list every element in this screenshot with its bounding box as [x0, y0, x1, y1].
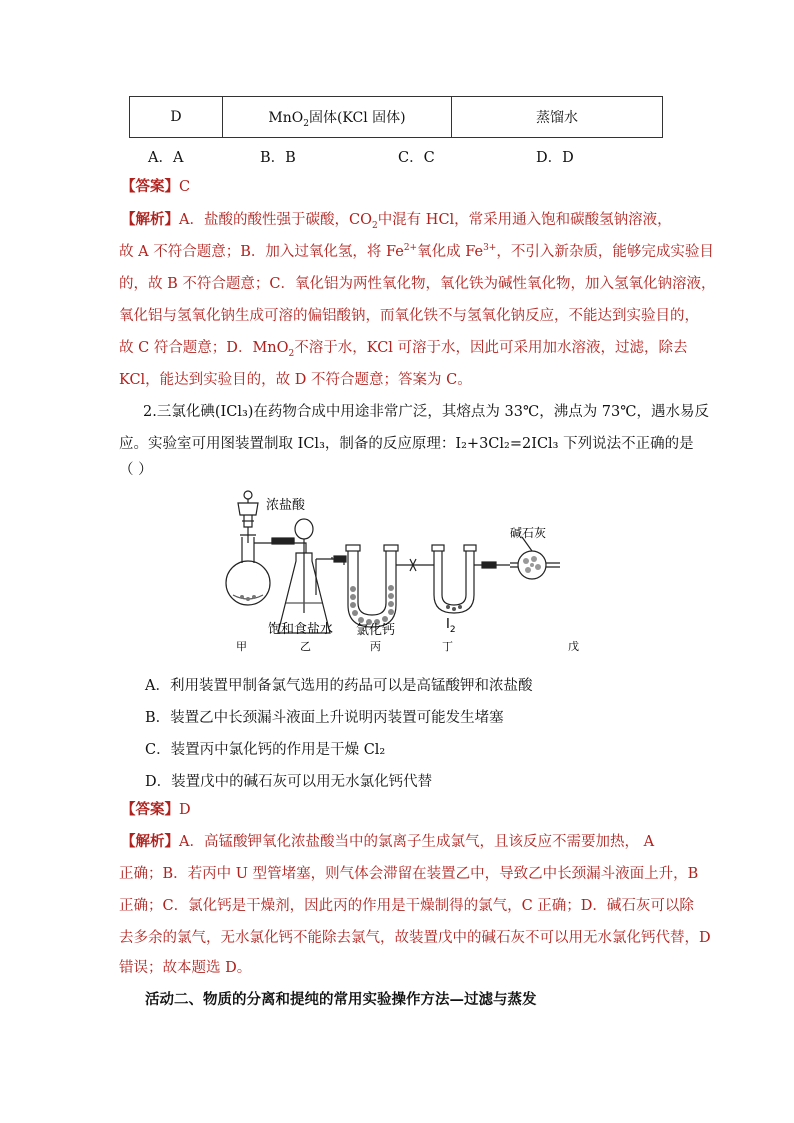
- q2-analysis-line-5: 错误；故本题选 D。: [119, 960, 252, 976]
- label-bing: 丙: [370, 640, 381, 653]
- q2-answer: 【答案】D: [121, 801, 191, 818]
- q2-analysis-line-1: 【解析】A．高锰酸钾氧化浓盐酸当中的氯离子生成氯气，且该反应不需要加热， A: [121, 833, 655, 850]
- label-wu: 戊: [568, 640, 579, 653]
- q1-analysis-line-4: 氧化铝与氢氧化钠生成可溶的偏铝酸钠，而氧化铁不与氢氧化钠反应，不能达到实验目的，: [119, 308, 699, 324]
- q1-analysis-line-2: 故 A 不符合题意；B．加入过氧化氢，将 $Fe^{2+}$氧化成 $Fe^{3+}$，不引入新杂质，能够完成实验目: [119, 243, 714, 260]
- q1-analysis-line-3: 的，故 B 不符合题意；C．氧化铝为两性氧化物，氧化铁为碱性氧化物，加入氢氧化钠溶液，: [119, 276, 716, 292]
- flask-solid: [240, 595, 256, 601]
- label-yi: 乙: [300, 640, 311, 653]
- label-soda-lime: 碱石灰: [510, 526, 547, 540]
- options-table: [129, 96, 663, 138]
- label-brine: 饱和食盐水: [268, 622, 334, 637]
- row-letter: D: [130, 97, 223, 138]
- section-heading: 活动二、物质的分离和提纯的常用实验操作方法—过滤与蒸发: [145, 991, 537, 1008]
- label-conc-hcl: 浓盐酸: [266, 498, 306, 513]
- apparatus-jia: [226, 491, 270, 605]
- cacl2-pellets: [350, 585, 394, 625]
- i2-crystals: [446, 605, 462, 611]
- choice-b: B．B: [260, 150, 296, 166]
- apparatus-ding: [432, 545, 476, 613]
- soda-lime-granules: [523, 556, 541, 573]
- q2-stem-line-2: 应。实验室可用图装置制取 ICl₃，制备的反应原理：I₂+3Cl₂=2ICl₃ 下列说法不正确的是: [119, 436, 694, 452]
- row-method: 蒸馏水: [452, 97, 663, 138]
- q2-analysis-line-3: 正确；C．氯化钙是干燥剂，因此丙的作用是干燥制得的氯气，C 正确；D．碱石灰可以除: [119, 898, 694, 914]
- q2-stem-paren: （ ）: [119, 462, 153, 478]
- choice-d: D．D: [536, 150, 574, 166]
- label-ding: 丁: [442, 640, 453, 653]
- label-cacl2: 氯化钙: [356, 623, 396, 638]
- apparatus-yi: [278, 519, 332, 633]
- choice-c: C．C: [398, 150, 435, 166]
- q2-stem-line-1: 2.三氯化碘(ICl₃)在药物合成中用途非常广泛，其熔点为 33℃，沸点为 73℃，遇水易反: [143, 404, 709, 420]
- label-i2: $I_2$: [446, 617, 456, 635]
- label-jia: 甲: [236, 640, 247, 653]
- apparatus-figure: [220, 485, 580, 655]
- choice-a: A．A: [148, 150, 184, 166]
- q2-option-c: C．装置丙中氯化钙的作用是干燥 Cl₂: [145, 742, 386, 758]
- q1-analysis-line-1: 【解析】A．盐酸的酸性强于碳酸，$CO_2$中混有 HCl，常采用通入饱和碳酸氢钠溶液，: [121, 211, 672, 231]
- table-row: [130, 97, 663, 138]
- q2-analysis-line-4: 去多余的氯气，无水氯化钙不能除去氯气，故装置戊中的碱石灰不可以用无水氯化钙代替，D: [119, 930, 711, 946]
- q1-answer: 【答案】C: [121, 178, 191, 195]
- q1-analysis-line-5: 故 C 符合题意；D．MnO$_2$不溶于水，KCl 可溶于水，因此可采用加水溶液，过滤，除去: [119, 340, 688, 359]
- q2-option-d: D．装置戊中的碱石灰可以用无水氯化钙代替: [145, 774, 433, 790]
- q2-analysis-line-2: 正确；B．若丙中 U 型管堵塞，则气体会滞留在装置乙中，导致乙中长颈漏斗液面上升，B: [119, 866, 699, 882]
- row-reagent: MnO$_2$固体(KCl 固体): [223, 97, 452, 138]
- q2-option-b: B．装置乙中长颈漏斗液面上升说明丙装置可能发生堵塞: [145, 710, 504, 726]
- q2-option-a: A．利用装置甲制备氯气选用的药品可以是高锰酸钾和浓盐酸: [145, 678, 533, 694]
- q1-analysis-line-6: KCl，能达到实验目的，故 D 不符合题意；答案为 C。: [119, 372, 472, 388]
